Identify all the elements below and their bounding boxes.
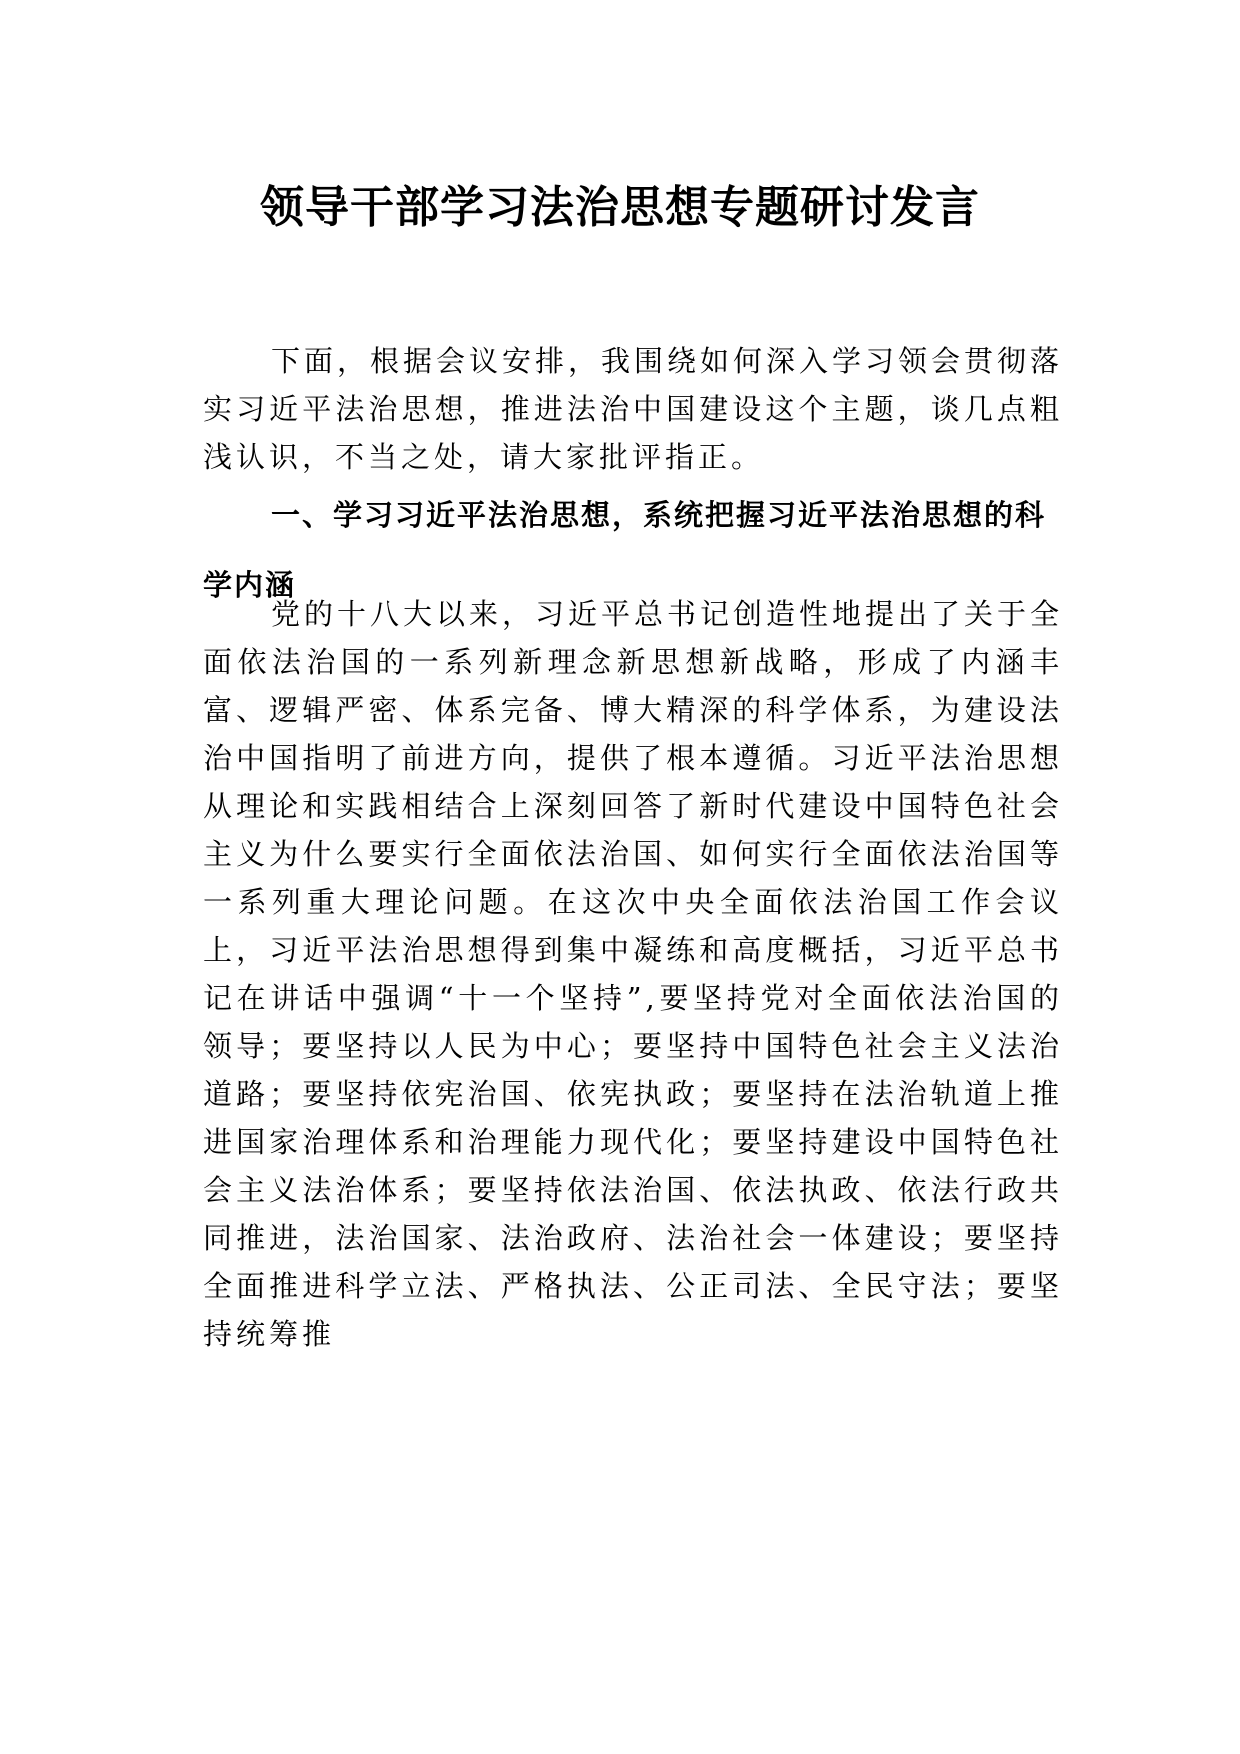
section-paragraph: 党的十八大以来，习近平总书记创造性地提出了关于全面依法治国的一系列新理念新思想新战略，形成了内涵丰富、逻辑严密、体系完备、博大精深的科学体系，为建设法治中国指明了前进方向，提供了根本遵循。习近平法治思想从理论和实践相结合上深刻回答了新时代建设中国特色社会主义为什么要实行全面依法治国、如何实行全面依法治国等一系列重大理论问题。在这次中央全面依法治国工作会议上，习近平法治思想得到集中凝练和高度概括，习近平总书记在讲话中强调“十一个坚持”,要坚持党对全面依法治国的领导；要坚持以人民为中心；要坚持中国特色社会主义法治道路；要坚持依宪治国、依宪执政；要坚持在法治轨道上推进国家治理体系和治理能力现代化；要坚持建设中国特色社会主义法治体系；要坚持依法治国、依法执政、依法行政共同推进，法治国家、法治政府、法治社会一体建设；要坚持全面推进科学立法、严格执法、公正司法、全民守法；要坚持统筹推 <box>203 597 1064 1351</box>
intro-paragraph: 下面，根据会议安排，我围绕如何深入学习领会贯彻落实习近平法治思想，推进法治中国建设这个主题，谈几点粗浅认识，不当之处，请大家批评指正。 <box>203 344 1064 474</box>
document-title: 领导干部学习法治思想专题研讨发言 <box>260 182 980 233</box>
section-heading: 一、学习习近平法治思想，系统把握习近平法治思想的科学内涵 <box>203 498 1047 602</box>
